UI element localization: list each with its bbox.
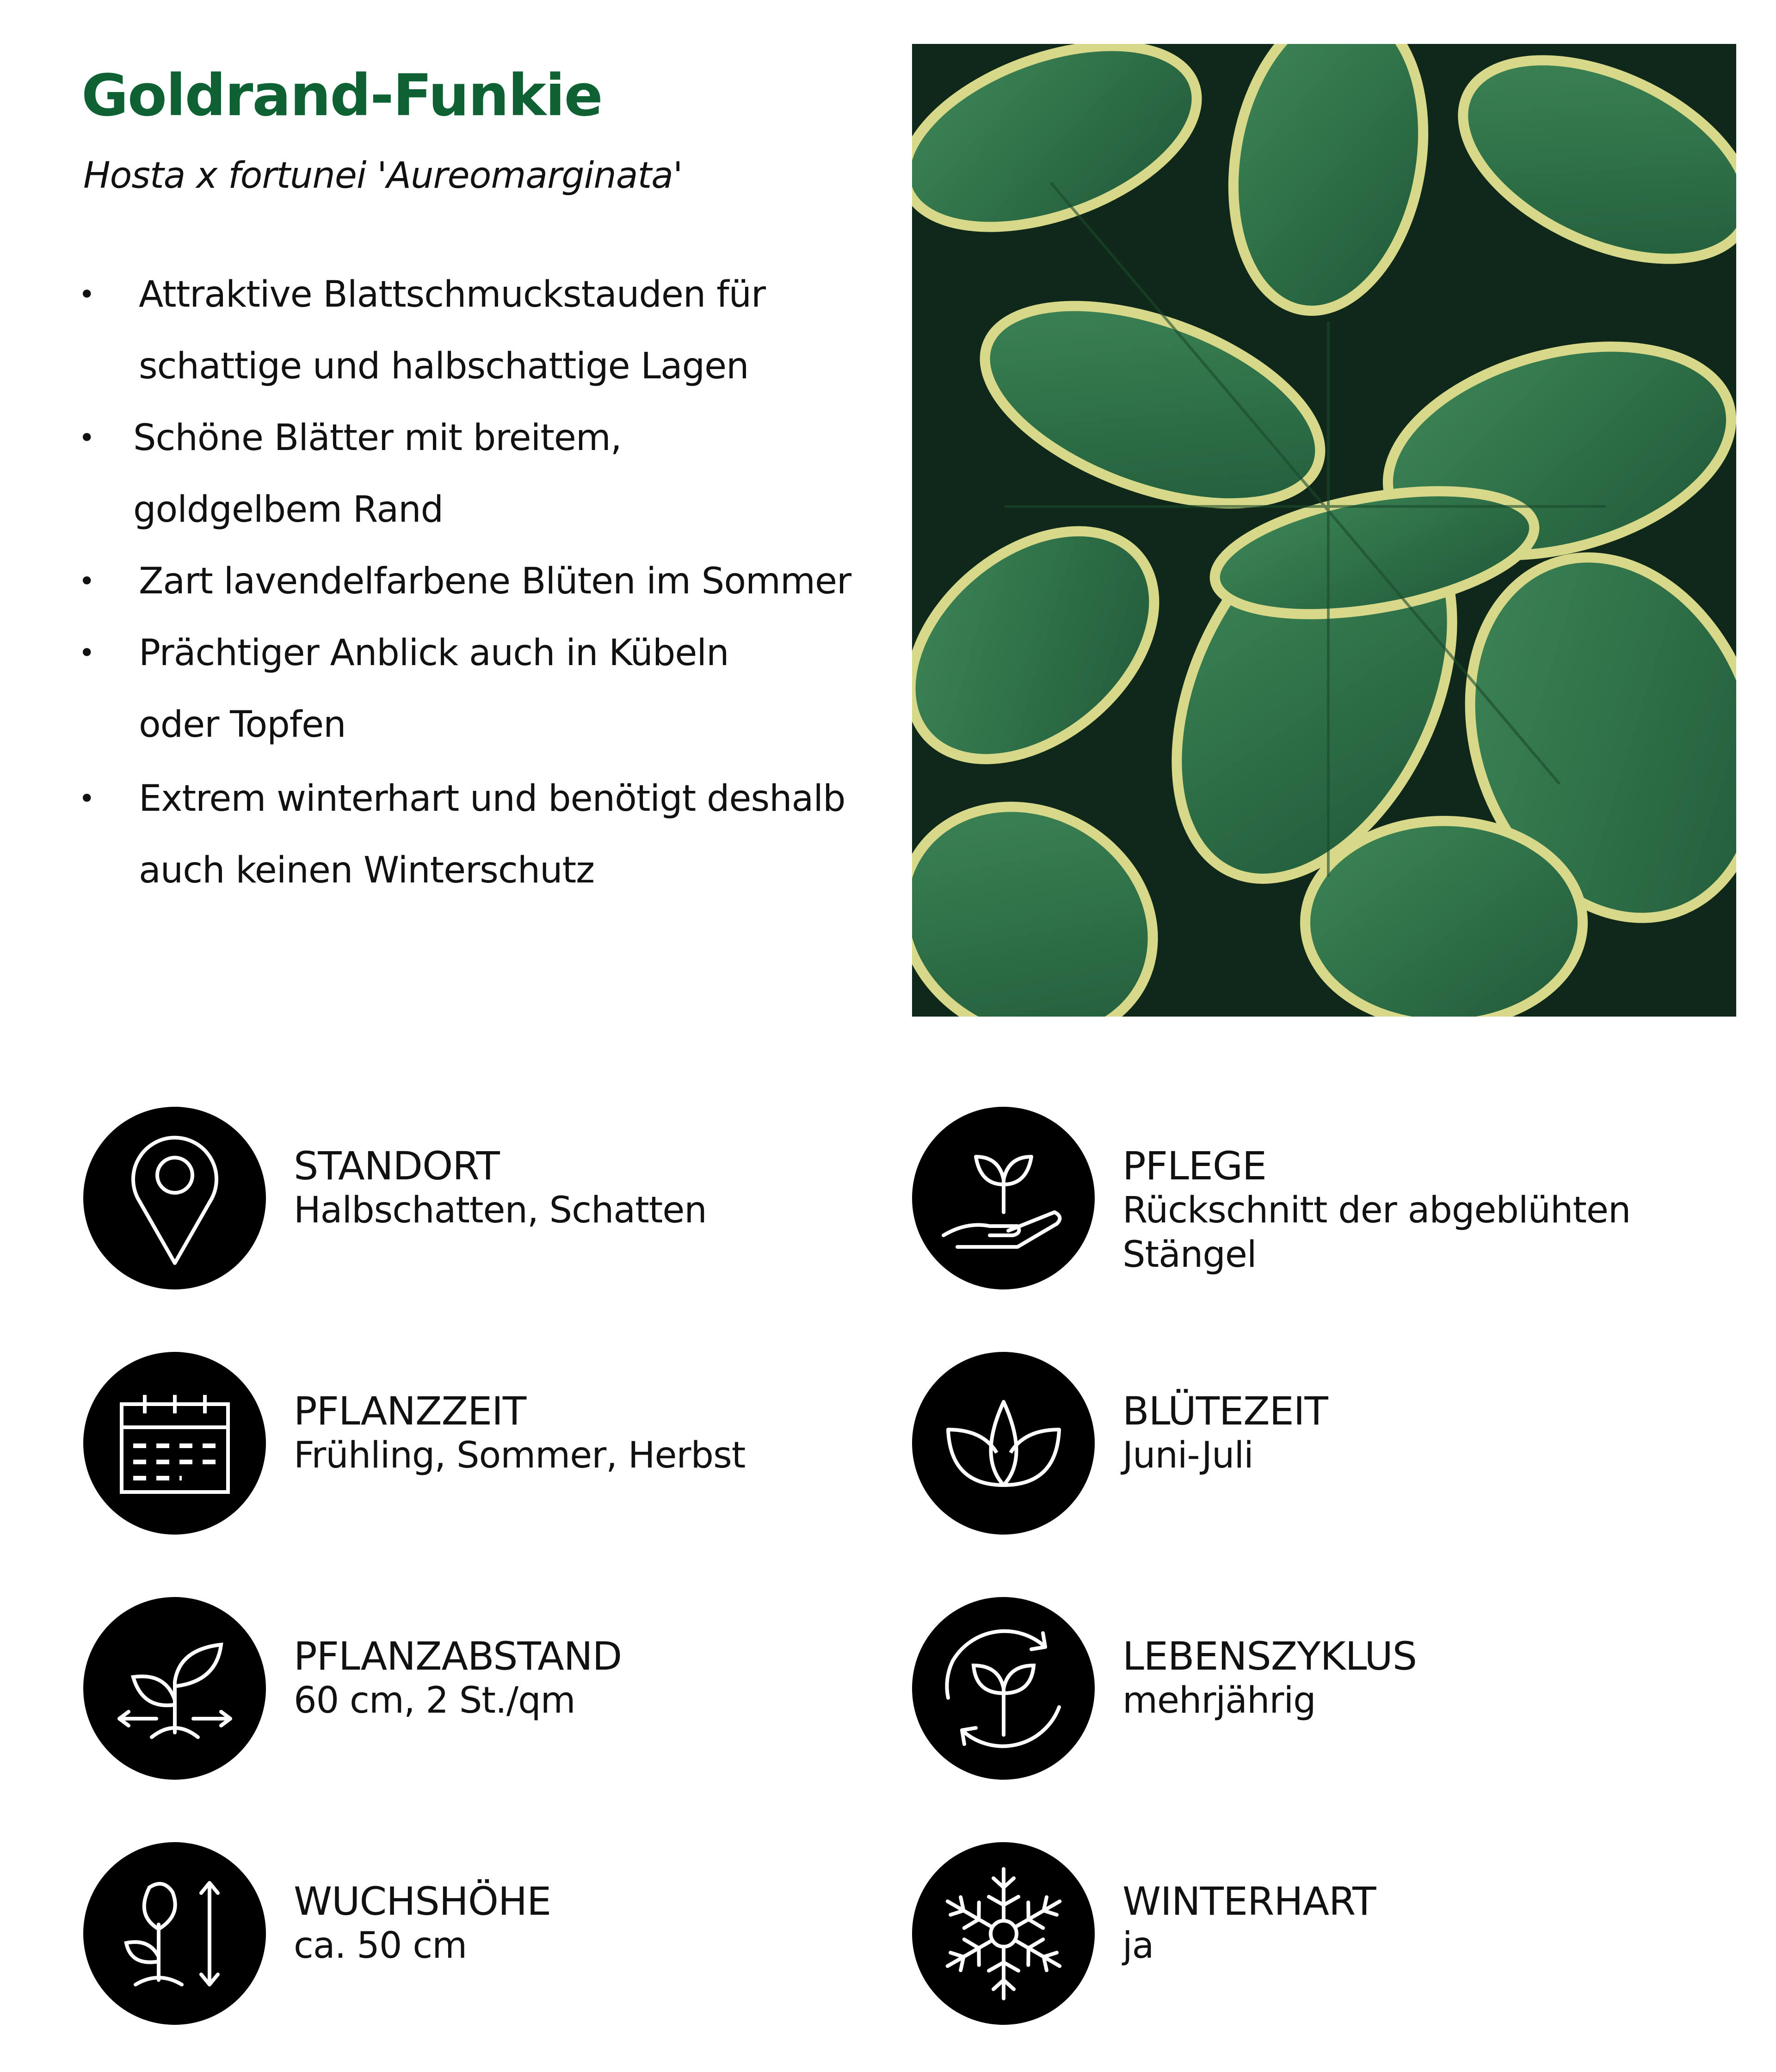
bullet-line: Extrem winterhart und benötigt deshalb bbox=[139, 778, 845, 820]
feature-label: BLÜTEZEIT bbox=[1122, 1388, 1328, 1434]
bullet-dot: • bbox=[79, 278, 95, 311]
feature-pflanzzeit bbox=[83, 1352, 870, 1537]
product-photo-hosta bbox=[912, 44, 1736, 1017]
bullet-line: schattige und halbschattige Lagen bbox=[139, 345, 749, 387]
feature-label: PFLANZABSTAND bbox=[294, 1634, 622, 1679]
plant-spacing-icon bbox=[83, 1597, 266, 1780]
feature-winterhart bbox=[912, 1842, 1698, 2027]
bullet-line: goldgelbem Rand bbox=[133, 489, 444, 530]
bullet-dot: • bbox=[79, 637, 95, 669]
feature-value: Juni-Juli bbox=[1122, 1435, 1253, 1476]
bullet-item bbox=[79, 617, 865, 761]
feature-label: WINTERHART bbox=[1122, 1879, 1376, 1924]
feature-value: Halbschatten, Schatten bbox=[294, 1190, 707, 1231]
bullet-dot: • bbox=[79, 422, 95, 454]
map-pin-icon bbox=[83, 1107, 266, 1289]
feature-value: ca. 50 cm bbox=[294, 1925, 467, 1967]
bullet-line: Zart lavendelfarbene Blüten im Sommer bbox=[139, 561, 851, 602]
feature-value: ja bbox=[1122, 1925, 1154, 1967]
bullet-item bbox=[79, 763, 865, 906]
feature-label: LEBENSZYKLUS bbox=[1122, 1634, 1417, 1679]
bullet-item bbox=[79, 402, 865, 546]
lifecycle-icon bbox=[912, 1597, 1095, 1780]
hand-seedling-icon bbox=[912, 1107, 1095, 1289]
bullet-line: Prächtiger Anblick auch in Kübeln bbox=[139, 632, 729, 674]
feature-lebenszyklus bbox=[912, 1597, 1698, 1782]
bullet-item bbox=[79, 259, 865, 402]
flower-icon bbox=[912, 1352, 1095, 1535]
page-title: Goldrand-Funkie bbox=[81, 62, 602, 129]
bullet-line: Schöne Blätter mit breitem, bbox=[133, 417, 622, 459]
feature-value: 60 cm, 2 St./qm bbox=[294, 1680, 575, 1721]
feature-label: PFLEGE bbox=[1122, 1143, 1267, 1189]
feature-bluetezeit bbox=[912, 1352, 1698, 1537]
botanical-name: Hosta x fortunei 'Aureomarginata' bbox=[83, 155, 683, 197]
plant-height-icon bbox=[83, 1842, 266, 2025]
feature-wuchshoehe bbox=[83, 1842, 870, 2027]
bullet-line: auch keinen Winterschutz bbox=[139, 850, 595, 891]
bullet-line: Attraktive Blattschmuckstauden für bbox=[139, 274, 766, 315]
bullet-dot: • bbox=[79, 565, 95, 598]
feature-label: PFLANZZEIT bbox=[294, 1388, 526, 1434]
feature-pflanzabstand bbox=[83, 1597, 870, 1782]
bullet-dot: • bbox=[79, 783, 95, 815]
feature-label: STANDORT bbox=[294, 1143, 500, 1189]
feature-value-continued: Stängel bbox=[1122, 1234, 1257, 1276]
feature-standort bbox=[83, 1107, 870, 1292]
feature-value: mehrjährig bbox=[1122, 1680, 1316, 1721]
snowflake-icon bbox=[912, 1842, 1095, 2025]
feature-bullet-list bbox=[79, 259, 865, 906]
calendar-icon bbox=[83, 1352, 266, 1535]
bullet-item bbox=[79, 546, 865, 617]
feature-pflege bbox=[912, 1107, 1698, 1292]
feature-label: WUCHSHÖHE bbox=[294, 1879, 551, 1924]
feature-value: Rückschnitt der abgeblühten bbox=[1122, 1190, 1631, 1231]
bullet-line: oder Topfen bbox=[139, 704, 346, 746]
feature-value: Frühling, Sommer, Herbst bbox=[294, 1435, 746, 1476]
